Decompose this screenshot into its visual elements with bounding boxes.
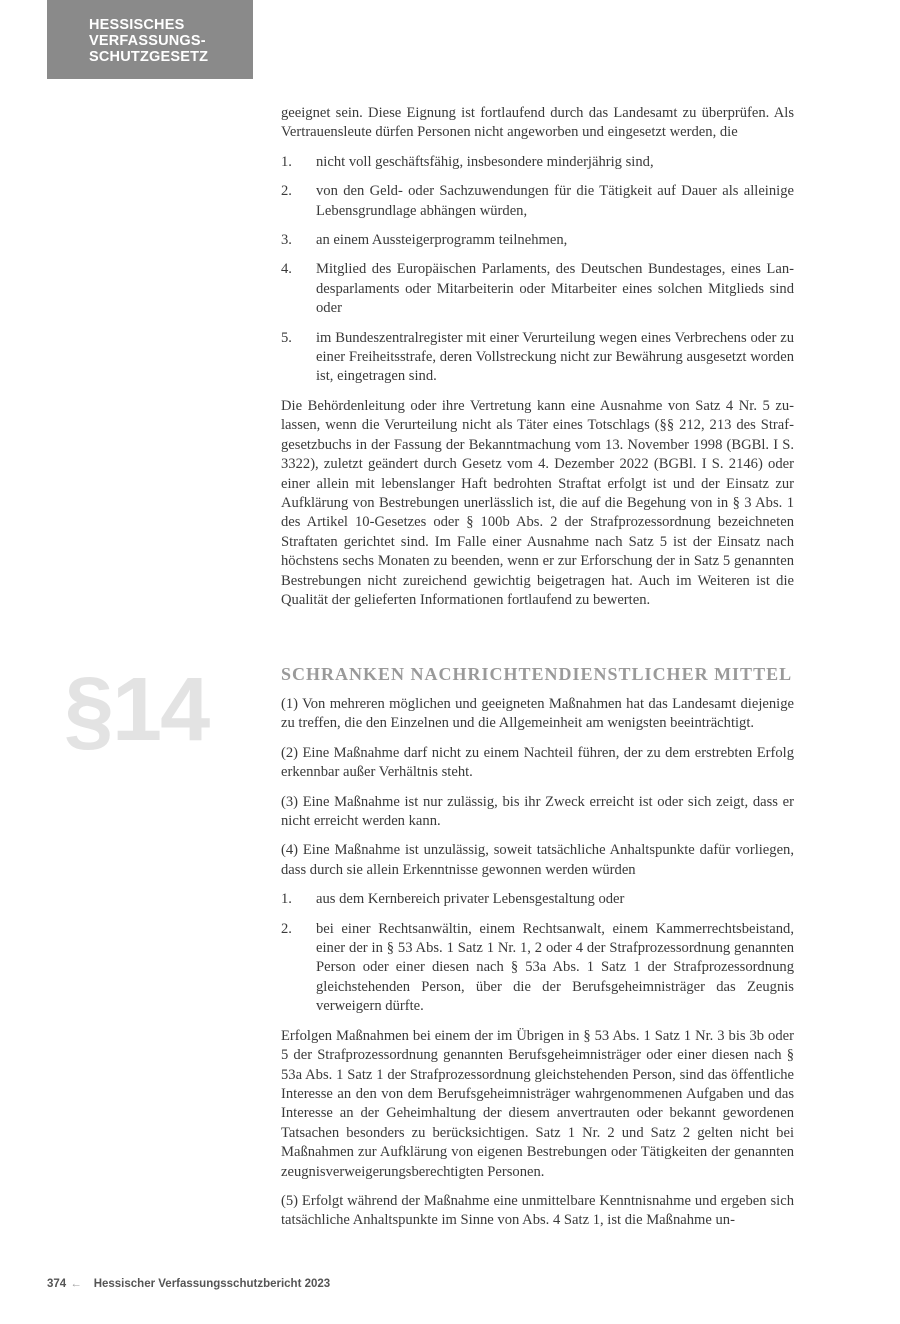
top-text-block [281,104,794,620]
list-item [281,920,794,1017]
list-item [281,182,794,221]
paragraph-intro: geeignet sein. Diese Eignung ist fortlaufend durch das Landesamt zu überprüfen. Als Vertrauensleute dürfen Personen nicht angeworben und eingesetzt werden, die [281,105,794,141]
paragraph-2: (2) Eine Maßnahme darf nicht zu einem Nachteil führen, der zu dem erstrebten Erfolg erkennbar außer Verhältnis steht. [281,744,794,781]
knowledge-list [281,890,794,1016]
exclusion-list [281,153,794,387]
list-item [281,153,794,172]
section-title: SCHRANKEN NACHRICHTENDIENSTLICHER MITTEL [281,664,793,684]
chapter-header-line: HESSISCHES [89,17,185,33]
chapter-header-line: SCHUTZGESETZ [89,49,209,65]
list-item-text: im Bundeszentralregister mit einer Verurteilung wegen eines Verbrechens oder zu einer Freiheitsstrafe, deren Vollstreckung nicht zur Bewährung ausgesetzt worden ist, eingetragen sind. [316,329,794,385]
list-item-number: 3. [281,232,292,249]
list-item [281,231,794,250]
list-item-text: aus dem Kernbereich privater Lebensgestaltung oder [316,891,625,908]
list-item [281,890,794,909]
publication-title: Hessischer Verfassungsschutzbericht 2023 [93,1278,331,1290]
paragraph-closing: Die Behördenleitung oder ihre Vertretung kann eine Ausnahme von Satz 4 Nr. 5 zulassen, wenn die Verurteilung nicht als Täter eines Totschlags (§§ 212, 213 des Strafgesetzbuchs in der Fassung der Bekanntmachung vom 13. November 1998 (BGBl. I S. 3322), zuletzt geändert durch Gesetz vom 4. Dezember 2022 (BGBl. I S. 2146) oder einer allein mit lebenslanger Haft bedrohten Straftat erfolgt ist und der Einsatz zur Aufklärung von Bestrebungen unerlässlich ist, die auf die Begehung von in § 3 Abs. 1 des Artikel 10-Gesetzes oder § 100b Abs. 2 der Strafprozessordnung bezeichneten Straftaten gerichtet sind. Im Falle einer Ausnahme nach Satz 5 ist der Einsatz nach höchstens sechs Monaten zu beenden, wenn er zur Erforschung der in Satz 5 genannten Bestrebungen nicht zureichend gewichtig beigetragen hat. Auch im Weiteren ist die Qualität der gelieferten Informationen fortlaufend zu bewerten. [281,397,794,608]
list-item-number: 2. [281,183,292,200]
list-item-number: 1. [281,153,292,170]
chapter-header-tab [47,0,253,79]
list-item-number: 5. [281,329,292,346]
list-item-text: bei einer Rechtsanwältin, einem Rechtsanwalt, einem Kammerrechtsbeistand, einer der in § 53 Abs. 1 Satz 1 Nr. 1, 2 oder 4 der Strafprozessordnung genannten Person oder einer diesen nach § 53a Abs. 1 Satz 1 der Strafprozessordnung gleichstehenden Person, über die der Berufsgeheimnisträger das Zeugnis verweigern dürfte. [316,920,794,1015]
paragraph-5: (5) Erfolgt während der Maßnahme eine unmittelbare Kenntnisnahme und ergeben sich tatsächliche Anhaltspunkte im Sinne von Abs. 4 Satz 1, ist die Maßnahme un- [281,1192,794,1229]
list-item-number: 2. [281,920,292,937]
section-number: §14 [64,660,209,760]
paragraph-4: (4) Eine Maßnahme ist unzulässig, soweit tatsächliche Anhaltspunkte dafür vorliegen, dass durch sie allein Erkenntnisse gewonnen werden würden [281,842,794,878]
arrow-left-icon: ← [70,1278,82,1290]
list-item [281,329,794,387]
list-item-text: Mitglied des Europäischen Parlaments, des Deutschen Bundestages, eines Landesparlaments oder Mitarbeiterin oder Mitarbeiter eines solchen Mitglieds sind oder [316,261,794,317]
page-number: 374 [47,1278,67,1290]
section-block [281,664,794,1241]
chapter-header-line: VERFASSUNGS- [89,33,206,49]
paragraph-3: (3) Eine Maßnahme ist nur zulässig, bis ihr Zweck erreicht ist oder sich zeigt, dass er nicht erreicht werden kann. [281,793,794,830]
page-footer [47,1278,330,1290]
list-item-text: von den Geld- oder Sachzuwendungen für die Tätigkeit auf Dauer als alleinige Lebensgrundlage abhängen würden, [316,183,794,219]
paragraph-4-closing: Erfolgen Maßnahmen bei einem der im Übrigen in § 53 Abs. 1 Satz 1 Nr. 3 bis 3b oder 5 der Strafprozessordnung genannten Berufsgeheimnisträger oder einer diesen nach § 53a Abs. 1 Satz 1 der Strafprozessordnung gleichstehenden Person, sind das öffentliche Interesse an den von dem Berufsgeheimnisträger wahrgenommenen Aufgaben und das Interesse an der Geheimhaltung der diesem anvertrauten oder bekannt gewordenen Tatsachen besonders zu berücksichtigen. Satz 1 Nr. 2 und Satz 2 gelten nicht bei Maßnahmen zur Aufklärung von eigenen Bestrebungen oder Tätigkeiten der genannten zeugnisverweigerungsberechtigten Personen. [281,1027,794,1180]
paragraph-1: (1) Von mehreren möglichen und geeigneten Maßnahmen hat das Landesamt diejenige zu treffen, die den Einzelnen und die Allgemeinheit am wenigsten beeinträchtigt. [281,696,794,732]
list-item-text: an einem Aussteigerprogramm teilnehmen, [316,232,568,249]
list-item-number: 4. [281,261,292,278]
list-item-number: 1. [281,891,292,908]
list-item [281,260,794,318]
list-item-text: nicht voll geschäftsfähig, insbesondere minderjährig sind, [316,153,654,170]
